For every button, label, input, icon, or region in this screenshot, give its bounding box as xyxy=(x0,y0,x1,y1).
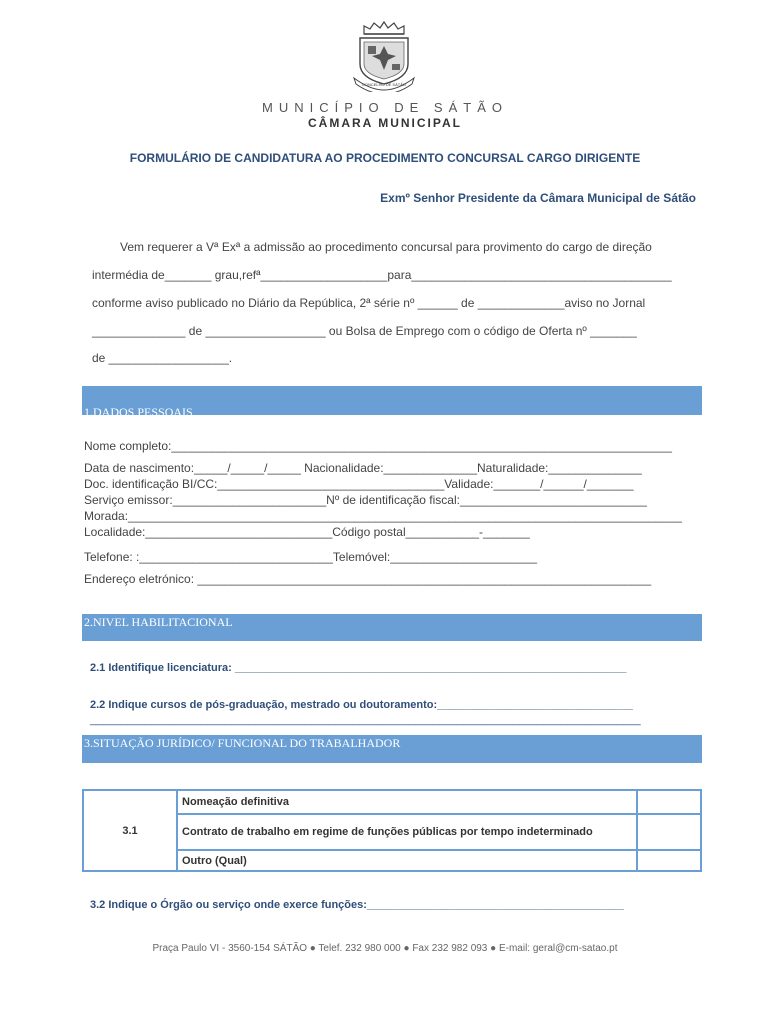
field-doc-identificacao[interactable]: Doc. identificação BI/CC:__________________________________Validade:_______/______/_______ xyxy=(84,477,634,491)
section-2-title: 2.NIVEL HABILITACIONAL xyxy=(84,615,233,629)
addressee: Exmº Senhor Presidente da Câmara Municipal de Sátão xyxy=(380,191,696,205)
option-outro: Outro (Qual) xyxy=(177,850,637,871)
field-pos-graduacao[interactable]: 2.2 Indique cursos de pós-graduação, mestrado ou doutoramento:________________________________ xyxy=(90,699,633,711)
municipal-crest xyxy=(350,20,418,92)
field-morada[interactable]: Morada:___________________________________________________________________________________ xyxy=(84,509,682,523)
crest-ribbon-text: CONCELHO DE SÁTÃO xyxy=(361,82,406,87)
checkbox-contrato-trabalho[interactable] xyxy=(637,814,701,850)
field-telefone[interactable]: Telefone: :_____________________________Telemóvel:______________________ xyxy=(84,550,538,564)
checkbox-outro[interactable] xyxy=(637,850,701,871)
field-pos-graduacao-line[interactable]: __________________________________________________________________________________________ xyxy=(90,714,641,726)
section-3-title: 3.SITUAÇÃO JURÍDICO/ FUNCIONAL DO TRABALHADOR xyxy=(84,736,401,750)
intro-line-5: de __________________. xyxy=(92,351,233,365)
section-2-header xyxy=(82,614,702,641)
field-licenciatura[interactable]: 2.1 Identifique licenciatura: ________________________________________________________________ xyxy=(90,662,627,674)
table-label-3-1: 3.1 xyxy=(83,790,177,871)
municipality-name: MUNICÍPIO DE SÁTÃO xyxy=(262,100,508,115)
field-localidade[interactable]: Localidade:____________________________Código postal___________-_______ xyxy=(84,525,530,539)
situacao-table xyxy=(82,789,702,872)
option-nomeacao-definitiva: Nomeação definitiva xyxy=(177,790,637,814)
form-title: FORMULÁRIO DE CANDIDATURA AO PROCEDIMENTO CONCURSAL CARGO DIRIGENTE xyxy=(129,151,641,165)
council-name: CÂMARA MUNICIPAL xyxy=(308,116,462,130)
checkbox-nomeacao-definitiva[interactable] xyxy=(637,790,701,814)
field-orgao-servico[interactable]: 3.2 Indique o Órgão ou serviço onde exerce funções:__________________________________________ xyxy=(90,899,624,911)
field-servico-emissor[interactable]: Serviço emissor:_______________________Nº de identificação fiscal:____________________________ xyxy=(84,493,647,507)
section-1-header xyxy=(82,386,702,419)
section-1-title: 1.DADOS PESSOAIS xyxy=(84,405,193,419)
section-3-header xyxy=(82,735,702,763)
field-nome-completo[interactable]: Nome completo:___________________________________________________________________________ xyxy=(84,439,672,453)
field-email[interactable]: Endereço eletrónico: ____________________________________________________________________ xyxy=(84,572,652,586)
field-nascimento[interactable]: Data de nascimento:_____/_____/_____ Nacionalidade:______________Naturalidade:______________ xyxy=(84,461,642,475)
intro-line-3: conforme aviso publicado no Diário da República, 2ª série nº ______ de _____________aviso no Jornal xyxy=(92,296,646,310)
intro-line-2: intermédia de_______ grau,refª___________________para_______________________________________ xyxy=(92,268,672,282)
footer-contacts: Praça Paulo VI - 3560-154 SÁTÃO ● Telef. 232 980 000 ● Fax 232 982 093 ● E-mail: geral@cm-satao.pt xyxy=(152,943,618,954)
intro-line-4: ______________ de __________________ ou Bolsa de Emprego com o código de Oferta nº _______ xyxy=(92,324,637,338)
intro-line-1: Vem requerer a Vª Exª a admissão ao procedimento concursal para provimento do cargo de direção xyxy=(120,240,652,254)
option-contrato-trabalho: Contrato de trabalho em regime de funções públicas por tempo indeterminado xyxy=(177,814,637,850)
